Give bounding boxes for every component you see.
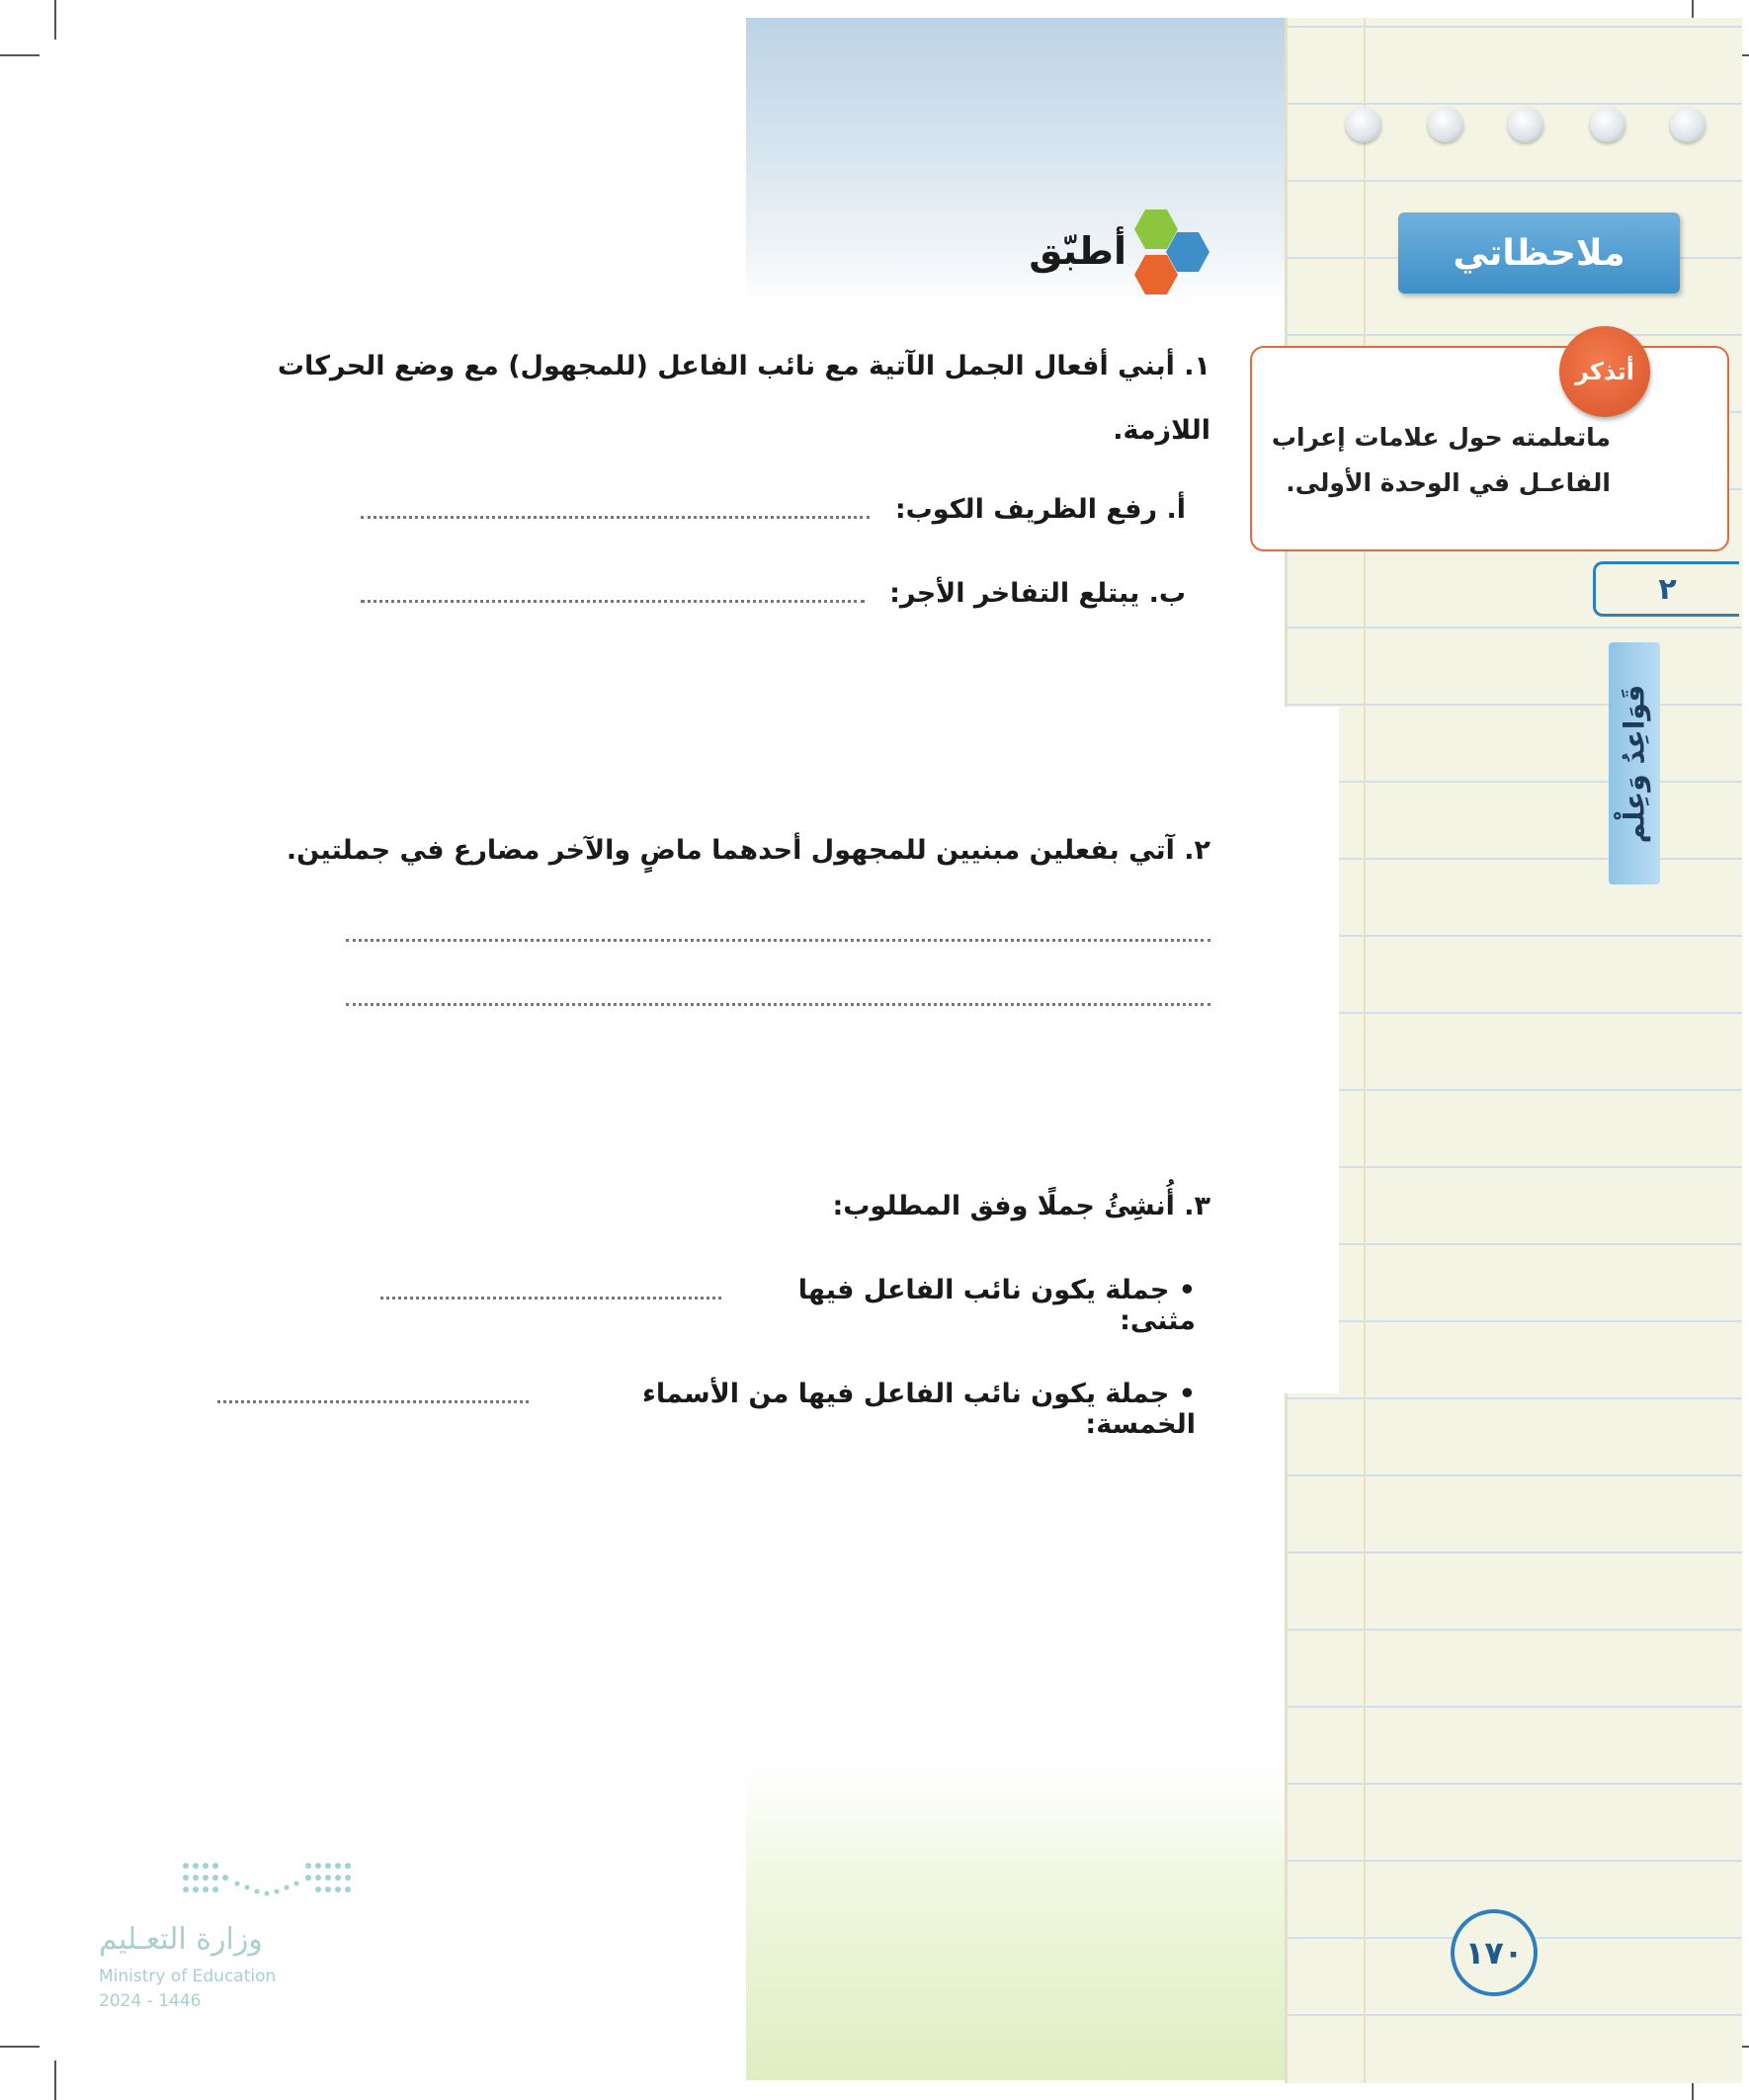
notes-sidebar	[1285, 18, 1742, 2083]
binder-ring-icon	[1670, 107, 1706, 142]
crop-mark	[54, 2060, 56, 2100]
notes-title-banner	[1398, 212, 1680, 294]
remember-badge-label: أتذكر	[1575, 358, 1634, 385]
unit-number-tab	[1593, 561, 1739, 617]
q1-prompt: ١. أبني أفعال الجمل الآتية مع نائب الفاعل (للمجهول) مع وضع الحركات	[277, 351, 1210, 381]
vertical-tab-label: قَوَاعِدُ وَعِلْم	[1618, 684, 1651, 843]
q3-prompt: ٣. أُنشِئُ جملًا وفق المطلوب:	[832, 1191, 1210, 1221]
notebook-margin-line	[1364, 18, 1366, 2083]
section-title: أطبّق	[1029, 229, 1126, 273]
remember-line: ماتعلمته حول علامات إعراب	[1271, 423, 1611, 452]
ministry-name-en: Ministry of Education	[99, 1967, 277, 1986]
page-number-badge	[1451, 1909, 1538, 1996]
footer-gradient	[746, 1759, 1294, 2080]
section-vertical-tab	[1609, 642, 1660, 884]
q1-prompt-cont: اللازمة.	[1113, 415, 1210, 446]
binder-ring-icon	[1508, 107, 1543, 142]
crop-mark	[54, 0, 56, 40]
ministry-name-ar: وزارة التعـليم	[99, 1922, 263, 1957]
answer-line[interactable]	[361, 516, 870, 519]
answer-line[interactable]	[217, 1400, 529, 1403]
answer-line[interactable]	[361, 600, 865, 603]
remember-text	[1265, 415, 1611, 506]
q3-item-1: • جملة يكون نائب الفاعل فيها مثنى:	[797, 1275, 1196, 1336]
q2-prompt: ٢. آتي بفعلين مبنيين للمجهول أحدهما ماضٍ والآخر مضارع في جملتين.	[286, 835, 1210, 866]
remember-line: الفاعـل في الوحدة الأولى.	[1286, 468, 1611, 497]
q1-item-a: أ. رفع الظريف الكوب:	[894, 494, 1186, 525]
crop-mark	[0, 54, 40, 56]
q1-item-b: ب. يبتلع التفاخر الأجر:	[889, 578, 1186, 609]
binder-ring-icon	[1590, 107, 1625, 142]
crop-mark	[0, 2046, 40, 2048]
binder-ring-icon	[1346, 107, 1381, 142]
page-number: ١٧٠	[1464, 1934, 1524, 1972]
binder-ring-icon	[1428, 107, 1463, 142]
notes-title: ملاحظاتي	[1453, 232, 1625, 274]
answer-line[interactable]	[346, 939, 1210, 942]
answer-line[interactable]	[346, 1003, 1210, 1006]
q3-item-2: • جملة يكون نائب الفاعل فيها من الأسماء الخمسة:	[642, 1379, 1196, 1440]
answer-line[interactable]	[380, 1297, 721, 1300]
remember-badge	[1559, 326, 1650, 417]
ministry-logo-icon	[178, 1858, 356, 1907]
ministry-year: 2024 - 1446	[99, 1991, 202, 2011]
unit-number: ٢	[1658, 571, 1677, 607]
